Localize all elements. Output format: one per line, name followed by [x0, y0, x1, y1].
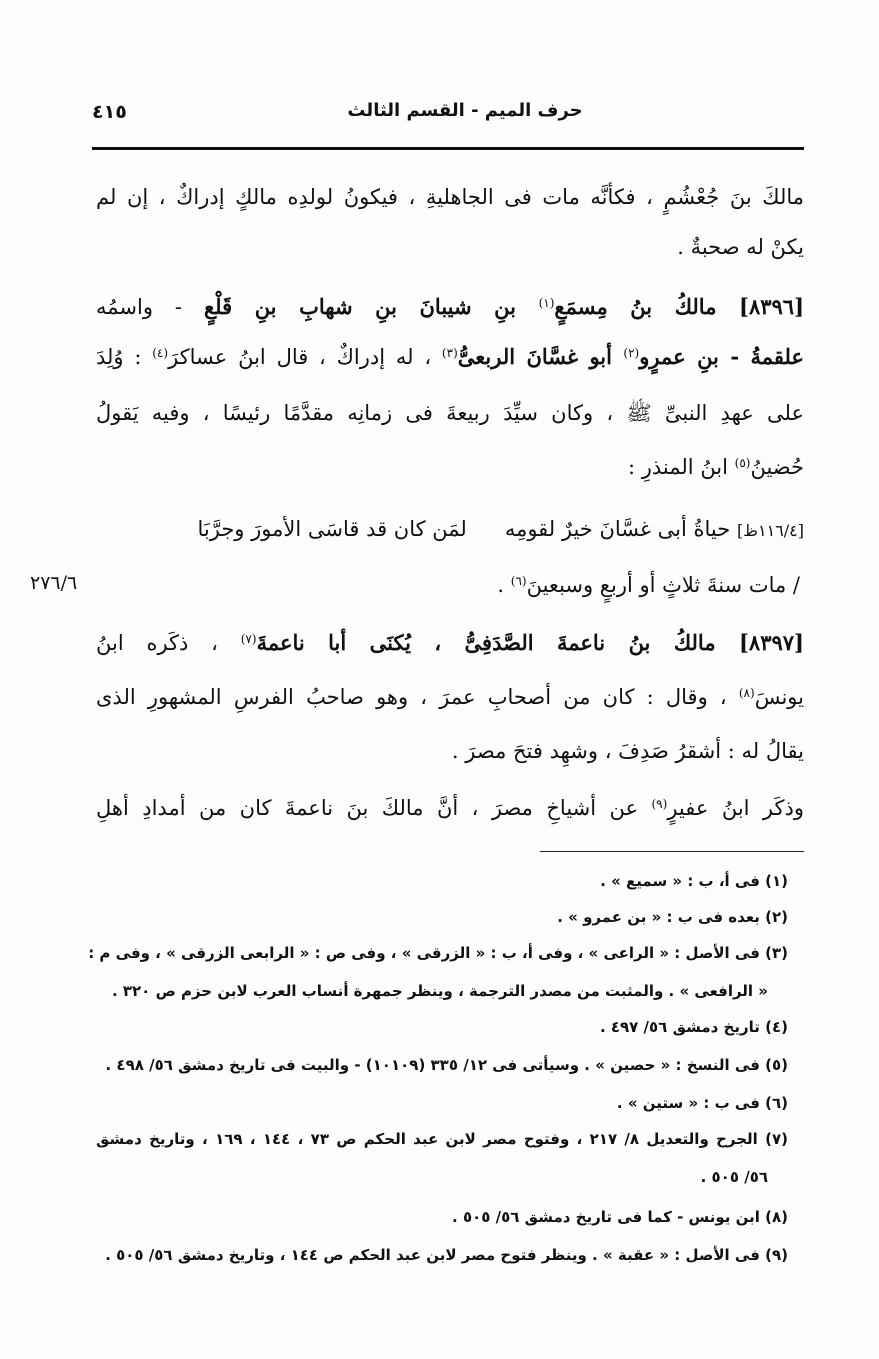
footnote-ref: (٣): [441, 346, 458, 360]
body-text: عن أشياخِ مصرَ ، أنَّ مالكَ بنَ ناعمةَ كان من أمدادِ أهلِ: [96, 796, 652, 820]
body-line: [96, 793, 804, 823]
header-rule: [92, 147, 804, 150]
entry-8396-line: [96, 452, 804, 482]
footnote: (٣) فى الأصل : « الراعى » ، وفى أ، ب : « الزرقى » ، وفى ص : « الرابعى الزرقى » ، وفى م :: [88, 944, 788, 962]
entry-8397-line: يقالُ له : أشقرُ صَدِفَ ، وشهِد فتحَ مصرَ .: [451, 739, 804, 763]
body-text: علقمةُ - بنِ عمرٍو: [639, 344, 804, 369]
footnote-separator: [540, 851, 804, 852]
body-text: / مات سنةَ ثلاثٍ أو أربعٍ وسبعينَ: [526, 573, 800, 597]
footnote-ref: (٩): [651, 797, 668, 811]
entry-heading: [٨٣٩٦] مالكُ بنُ مِسمَعٍ: [554, 294, 805, 319]
footnote-continuation: « الرافعى » . والمثبت من مصدر الترجمة ، وينظر جمهرة أنساب العرب لابن حزم ص ٣٢٠ .: [111, 982, 768, 1000]
running-header-title: حرف الميم - القسم الثالث: [347, 100, 583, 121]
body-text: ، وقال : كان من أصحابِ عمرَ ، وهو صاحبُ الفرسِ المشهورِ الذى: [96, 685, 739, 709]
verse-line: [96, 514, 804, 546]
page-number: ٤١٥: [92, 101, 127, 123]
footnote: (٢) بعده فى ب : « بن عمرو » .: [557, 908, 788, 926]
footnote-ref: (٤): [152, 346, 169, 360]
footnote-ref: (٥): [734, 456, 751, 470]
body-text: .: [497, 573, 511, 597]
body-text: ابنُ المنذرِ :: [628, 455, 735, 479]
entry-8397-line: [96, 682, 804, 712]
body-line: [96, 570, 804, 600]
margin-reference: ٢٧٦/٦: [30, 572, 78, 594]
body-text: يونسَ: [754, 685, 804, 709]
body-text: وذكَر ابنُ عفيرٍ: [667, 796, 805, 820]
body-text: حُضينُ: [750, 455, 804, 479]
manuscript-ref: [١١٦/٤ظ]: [736, 521, 804, 540]
body-text: ، ذكَره ابنُ: [96, 631, 241, 655]
footnote: (٤) تاريخ دمشق ٥٦/ ٤٩٧ .: [599, 1018, 788, 1036]
footnote-ref: (٦): [510, 574, 527, 588]
entry-8396-line: [96, 292, 804, 322]
entry-heading: [٨٣٩٧] مالكُ بنُ ناعمةَ الصَّدَفِىُّ ، يُكنَى أبا ناعمةَ: [256, 630, 804, 655]
entry-heading: بنِ شيبانَ بنِ شهابِ بنِ قَلْعٍ: [203, 294, 539, 319]
footnote-continuation: ٥٦/ ٥٠٥ .: [700, 1168, 768, 1186]
footnote: (٥) فى النسخ : « حصين » . وسيأتى فى ١٢/ ٣٣٥ (١٠١٠٩) - والبيت فى تاريخ دمشق ٥٦/ ٤٩٨ .: [105, 1056, 788, 1074]
verse-hemistich-2: لمَن كان قد قاسَى الأمورَ وجرَّبَا: [197, 517, 467, 541]
entry-8396-line: على عهدِ النبىِّ ﷺ ، وكان سيِّدَ ربيعةَ فى زمانِه مقدَّمًا رئيسًا ، وفيه يَقولُ: [96, 401, 804, 425]
footnote: (٦) فى ب : « ستين » .: [616, 1094, 788, 1112]
entry-8396-line: [96, 342, 804, 372]
footnote: (٨) ابن يونس - كما فى تاريخ دمشق ٥٦/ ٥٠٥ .: [452, 1208, 788, 1226]
body-text: ، له إدراكٌ ، قال ابنُ عساكرَ: [168, 345, 442, 369]
body-text: أبو غسَّانَ الربعىُّ: [457, 344, 624, 369]
verse-hemistich-1: حياةُ أبى غسَّانَ خيرٌ لقومِه: [504, 517, 737, 541]
footnote-ref: (٢): [623, 346, 640, 360]
body-line: مالكَ بنَ جُعْشُمٍ ، فكأنَّه مات فى الجاهليةِ ، فيكونُ لولدِه مالكٍ إدراكٌ ، إن لم: [96, 185, 804, 209]
body-text: : وُلِدَ: [96, 345, 153, 369]
footnote: (٩) فى الأصل : « عقبة » . وينظر فتوح مصر لابن عبد الحكم ص ١٤٤ ، وتاريخ دمشق ٥٦/ ٥٠٥ .: [105, 1246, 788, 1264]
footnote-ref: (٧): [240, 632, 257, 646]
footnote: (٧) الجرح والتعديل ٨/ ٢١٧ ، وفتوح مصر لابن عبد الحكم ص ٧٣ ، ١٤٤ ، ١٦٩ ، وتاريخ دمشق: [96, 1130, 788, 1148]
footnote-ref: (١): [538, 296, 555, 310]
entry-8397-line: [96, 628, 804, 658]
footnote-ref: (٨): [738, 686, 755, 700]
body-text: - واسمُه: [96, 295, 204, 319]
body-line: يكنْ له صحبةٌ .: [677, 235, 804, 259]
footnote: (١) فى أ، ب : « سميع » .: [600, 872, 788, 890]
